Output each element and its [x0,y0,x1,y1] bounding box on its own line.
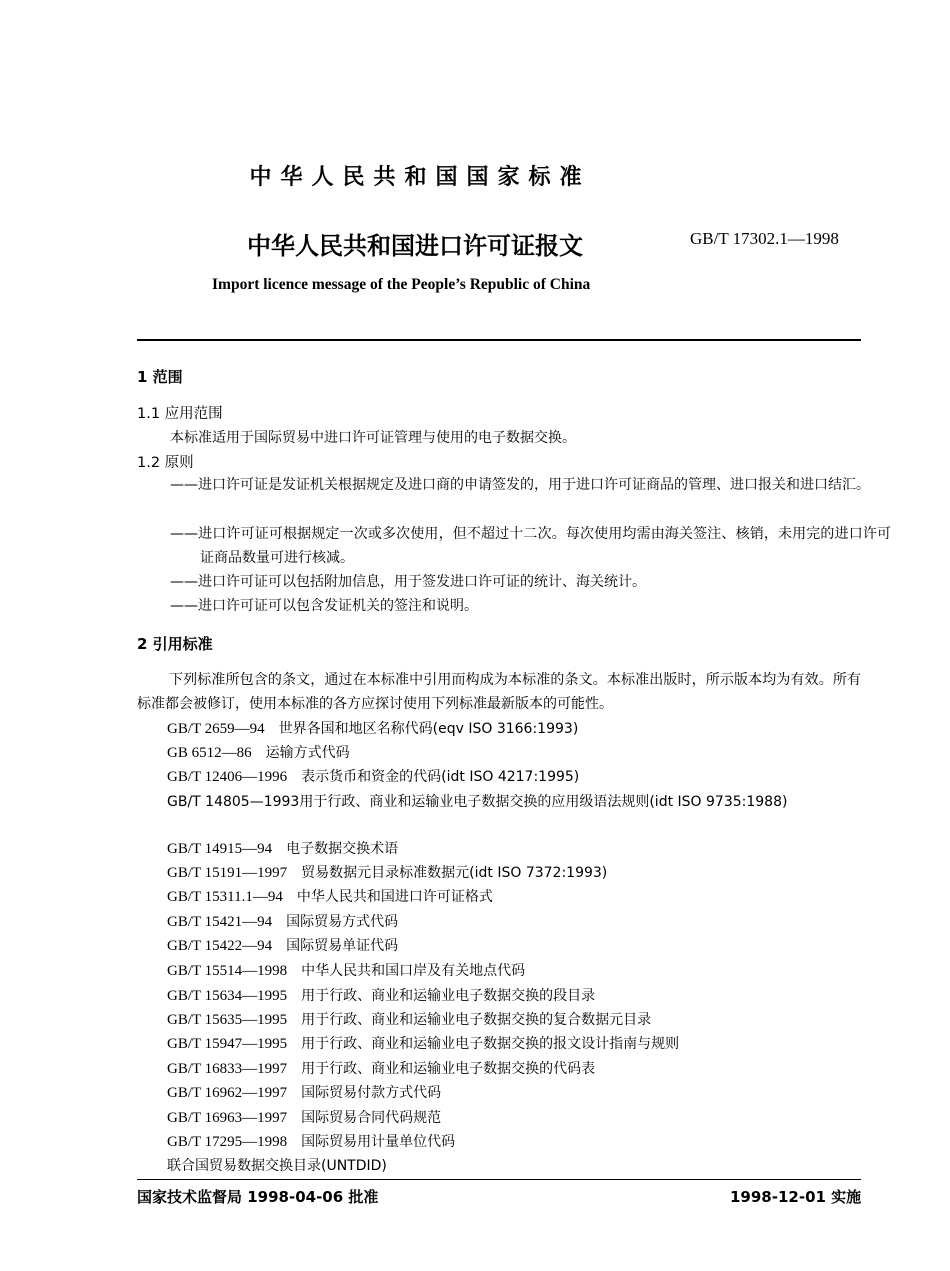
section-1-1-text: 本标准适用于国际贸易中进口许可证管理与使用的电子数据交换。 [170,430,576,446]
section-2-intro: 下列标准所包含的条文，通过在本标准中引用而构成为本标准的条文。本标准出版时，所示版本均为有效。所有标准都会被修订，使用本标准的各方应探讨使用下列标准最新版本的可能性。 [137,672,861,712]
reference-item: GB/T 12406—1996 表示货币和资金的代码(idt ISO 4217:1995) [167,769,580,785]
approval-info: 国家技术监督局 1998-04-06 批准 [137,1188,379,1206]
reference-item: GB 6512—86 运输方式代码 [167,745,350,761]
section-2-heading: 2 引用标准 [137,635,213,653]
reference-item: GB/T 15514—1998 中华人民共和国口岸及有关地点代码 [167,963,526,979]
reference-item: GB/T 14915—94 电子数据交换术语 [167,841,399,857]
reference-item: GB/T 15421—94 国际贸易方式代码 [167,914,399,930]
section-1-2-heading: 1.2 原则 [137,455,194,471]
reference-item: GB/T 14805—1993用于行政、商业和运输业电子数据交换的应用级语法规则(idt ISO 9735:1988) [167,794,788,810]
document-title-zh: 中华人民共和国进口许可证报文 [247,232,583,260]
reference-item: GB/T 15635—1995 用于行政、商业和运输业电子数据交换的复合数据元目录 [167,1012,652,1028]
reference-item: GB/T 15311.1—94 中华人民共和国进口许可证格式 [167,889,493,905]
reference-item: GB/T 15947—1995 用于行政、商业和运输业电子数据交换的报文设计指南与规则 [167,1036,680,1052]
principle-item: ——进口许可证可以包含发证机关的签注和说明。 [170,598,478,614]
header-divider [137,339,861,341]
reference-item: GB/T 2659—94 世界各国和地区名称代码(eqv ISO 3166:1993) [167,721,579,737]
standard-number: GB/T 17302.1—1998 [690,229,839,248]
reference-item: GB/T 15422—94 国际贸易单证代码 [167,938,399,954]
footer-divider [137,1179,861,1180]
national-standard-heading: 中华人民共和国国家标准 [249,165,591,190]
principle-item: ——进口许可证可以包括附加信息，用于签发进口许可证的统计、海关统计。 [170,574,646,590]
implementation-date: 1998-12-01 实施 [730,1188,862,1206]
reference-item: GB/T 16963—1997 国际贸易合同代码规范 [167,1110,442,1126]
principle-item: ——进口许可证是发证机关根据规定及进口商的申请签发的，用于进口许可证商品的管理、进口报关和进口结汇。 [170,477,870,493]
reference-item-untdid: 联合国贸易数据交换目录(UNTDID) [167,1158,387,1174]
reference-item: GB/T 16833—1997 用于行政、商业和运输业电子数据交换的代码表 [167,1061,596,1077]
principle-item: ——进口许可证可根据规定一次或多次使用，但不超过十二次。每次使用均需由海关签注、核销，未用完的进口许可证商品数量可进行核减。 [170,526,891,566]
section-1-heading: 1 范围 [137,368,183,386]
reference-item: GB/T 15634—1995 用于行政、商业和运输业电子数据交换的段目录 [167,988,596,1004]
document-title-en: Import licence message of the People’s Republic of China [212,276,591,293]
reference-item: GB/T 16962—1997 国际贸易付款方式代码 [167,1085,442,1101]
section-1-1-heading: 1.1 应用范围 [137,406,223,422]
reference-item: GB/T 17295—1998 国际贸易用计量单位代码 [167,1134,456,1150]
reference-item: GB/T 15191—1997 贸易数据元目录标准数据元(idt ISO 7372:1993) [167,865,608,881]
